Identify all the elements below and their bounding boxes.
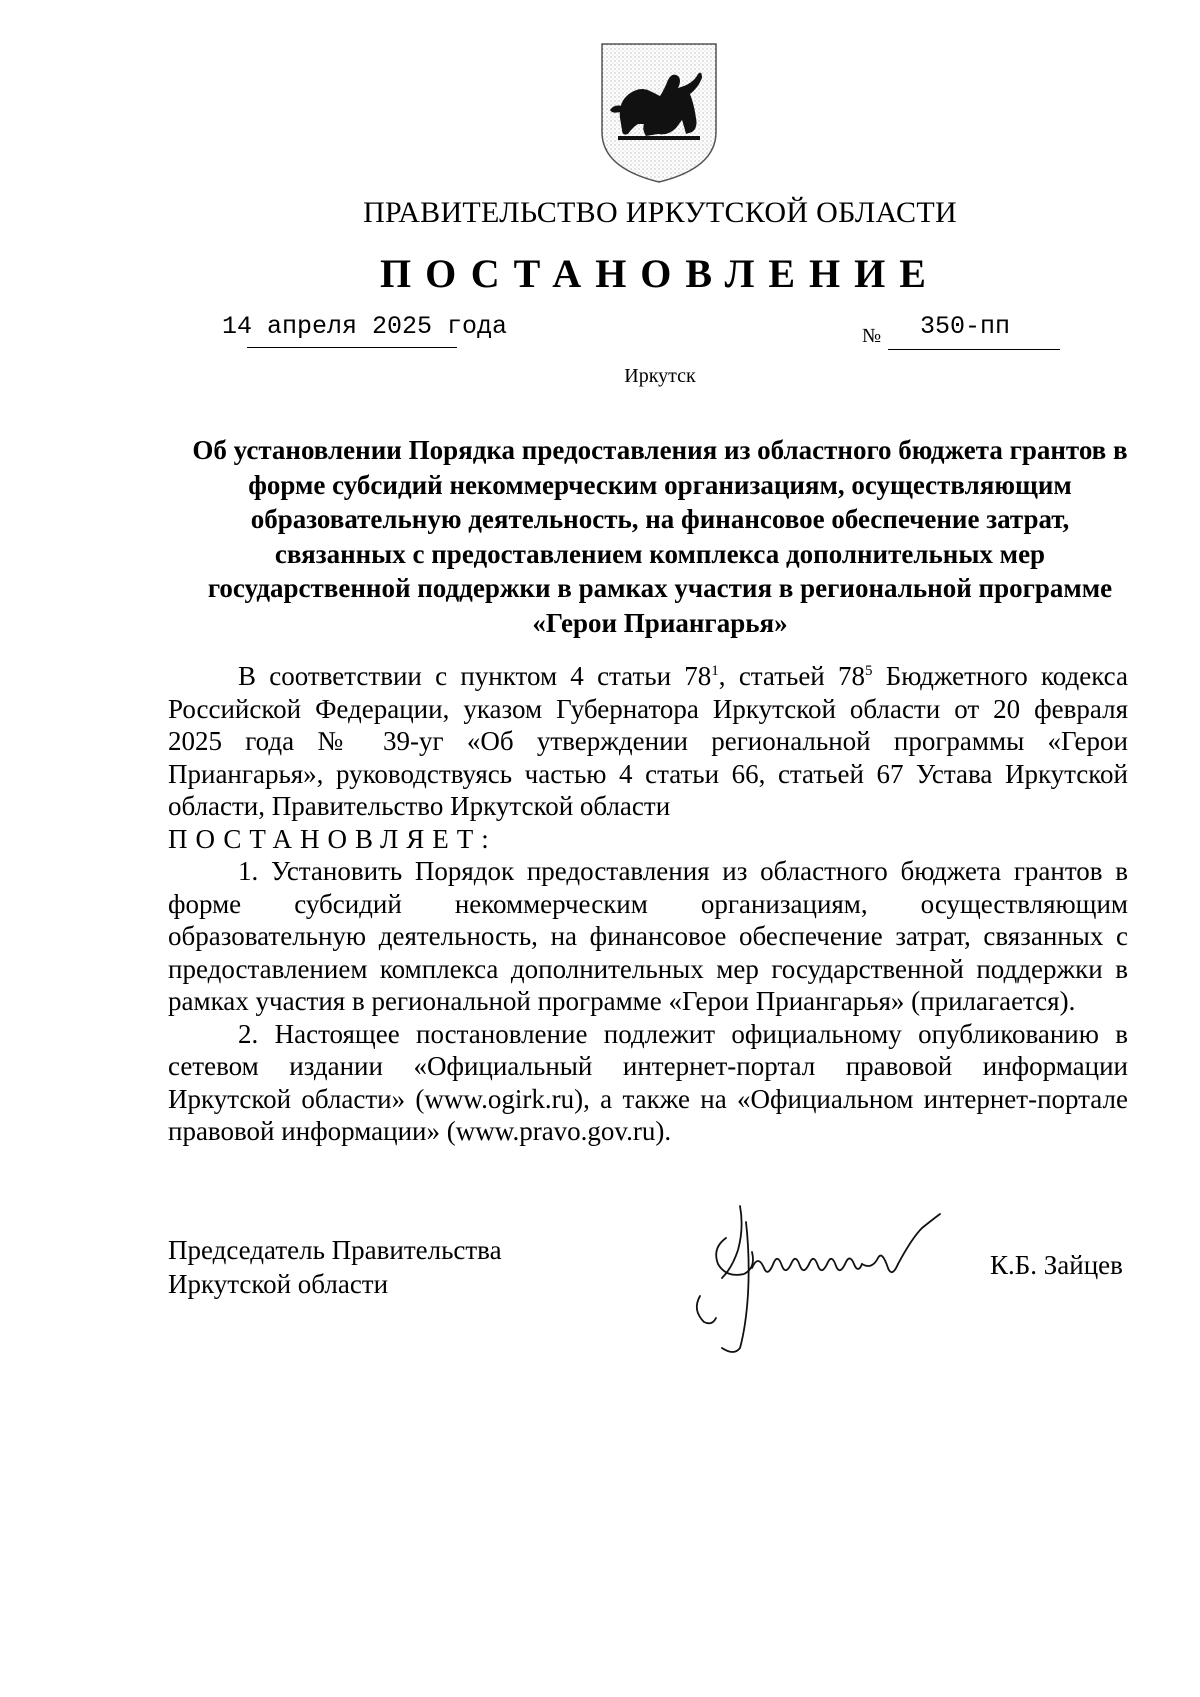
resolves-heading: ПОСТАНОВЛЯЕТ: [168,823,497,854]
coat-of-arms-icon [598,40,720,186]
signer-name: К.Б. Зайцев [990,1250,1123,1280]
preamble-superscript-2: 5 [865,663,873,679]
document-title: Об установлении Порядка предоставления из областного бюджета грантов в форме субсидий некоммерческим организациям, осуществляющим образовательную деятельность, на финансовое обеспечение затрат, связанных с предоставлением комплекса дополнительных мер государственной поддержки в рамках участия в региональной программе «Герои Приангарья» [192,435,1128,638]
signer-title-line-2: Иркутской области [168,1269,389,1299]
preamble-superscript-1: 1 [711,663,719,679]
preamble-paragraph [168,660,1128,823]
signer-title [168,1233,502,1301]
document-type: ПОСТАНОВЛЕНИЕ [380,251,940,296]
document-body [168,660,1128,1148]
signer-title-line-1: Председатель Правительства [168,1235,502,1265]
preamble-text-1: В соответствии с пунктом 4 статьи 78 [238,661,712,691]
number-label: № [862,325,882,347]
number-underline [888,349,1060,350]
item-1-paragraph: 1. Установить Порядок предоставления из областного бюджета грантов в форме субсидий некоммерческим организациям, осуществляющим образовательную деятельность, на финансовое обеспечение затрат, связанных с предоставлением комплекса дополнительных мер государственной поддержки в рамках участия в региональной программе «Герои Приангарья» (прилагается). [168,856,1128,1016]
handwritten-signature-icon [682,1198,962,1358]
preamble-text-2: , статьей 78 [718,661,866,691]
document-number: 350-пп [920,312,1011,341]
preamble-text-3: Бюджетного кодекса Российской Федерации, указом Губернатора Иркутской области от 20 февраля 2025 года № 39-уг «Об утверждении региональной программы «Герои Приангарья», руководствуясь частью 4 статьи 66, статьей 67 Устава Иркутской области, Правительство Иркутской области [168,661,1128,821]
government-name: ПРАВИТЕЛЬСТВО ИРКУТСКОЙ ОБЛАСТИ [363,196,957,229]
date-underline [247,347,457,348]
city: Иркутск [624,365,696,387]
document-date: 14 апреля 2025 года [222,312,508,341]
item-2-paragraph: 2. Настоящее постановление подлежит официальному опубликованию в сетевом издании «Официальный интернет-портал правовой информации Иркутской области» (www.ogirk.ru), а также на «Официальном интернет-портале правовой информации» (www.pravo.gov.ru). [168,1018,1128,1146]
